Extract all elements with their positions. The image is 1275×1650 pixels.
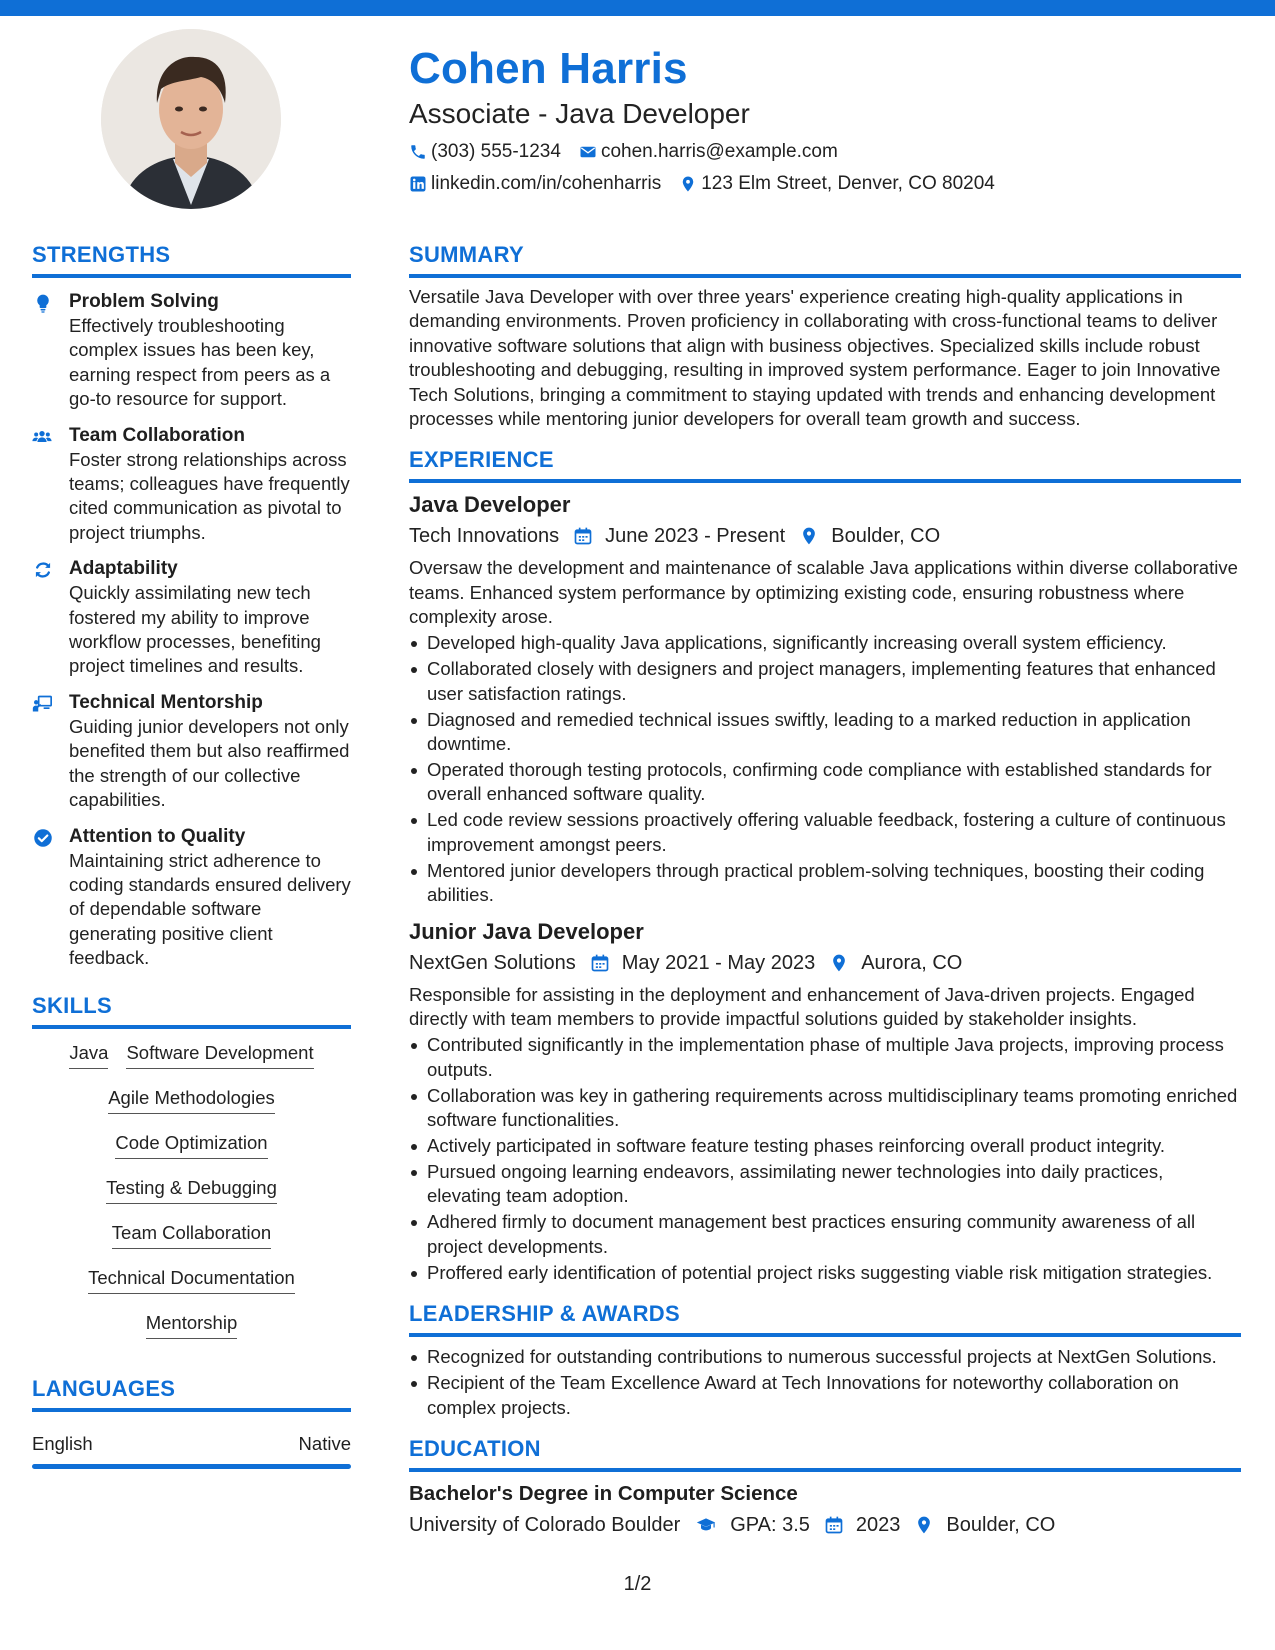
sync-icon	[33, 560, 53, 580]
language-name: English	[32, 1432, 93, 1454]
skill-tag: Java	[69, 1041, 108, 1069]
job-company: NextGen Solutions	[409, 951, 576, 974]
strength-title: Adaptability	[69, 558, 178, 580]
strength-title: Attention to Quality	[69, 825, 246, 847]
job-title: Java Developer	[409, 492, 571, 518]
page-number: 1/2	[623, 1573, 652, 1595]
location-pin-icon	[679, 175, 697, 193]
contact-email[interactable]	[579, 140, 838, 164]
strength-title: Problem Solving	[69, 291, 219, 312]
email-icon	[579, 143, 597, 161]
awards-heading: LEADERSHIP & AWARDS	[409, 1301, 1241, 1337]
list-item: Proffered early identification of potential project risks suggesting viable risk mitigation strategies.	[409, 1261, 1241, 1285]
strength-desc: Effectively troubleshooting complex issues has been key, earning respect from peers as a go-to resource for support.	[69, 315, 331, 410]
candidate-name: Cohen Harris	[409, 44, 688, 93]
job-title: Junior Java Developer	[409, 918, 644, 944]
school-name: University of Colorado Boulder	[409, 1513, 681, 1536]
language-level: Native	[298, 1432, 351, 1454]
profile-photo	[101, 29, 281, 209]
strength-item	[32, 290, 351, 412]
contact-phone	[409, 140, 561, 164]
list-item: Led code review sessions proactively offering valuable feedback, fostering a culture of continuous improvement amongst peers.	[409, 808, 1241, 857]
graduation-year: 2023	[855, 1513, 901, 1536]
skill-tag: Software Development	[126, 1041, 313, 1069]
languages-heading: LANGUAGES	[32, 1376, 351, 1412]
strengths-heading: STRENGTHS	[32, 242, 351, 278]
list-item: Diagnosed and remedied technical issues swiftly, leading to a marked reduction in application downtime.	[409, 708, 1241, 757]
job-bullets	[409, 1033, 1241, 1285]
strength-desc: Quickly assimilating new tech fostered my ability to improve workflow processes, benefiting project timelines and results.	[69, 582, 321, 677]
strength-desc: Guiding junior developers not only benefited them but also reaffirmed the strength of our collective capabilities.	[69, 715, 350, 811]
skills-list	[32, 1041, 351, 1356]
list-item: Operated thorough testing protocols, confirming code compliance with established standards for overall enhanced software quality.	[409, 758, 1241, 807]
job-dates: May 2021 - May 2023	[621, 951, 816, 974]
contact-row-1	[409, 140, 1229, 164]
language-item	[32, 1432, 351, 1456]
phone-text: (303) 555-1234	[431, 141, 561, 162]
location-pin-icon	[914, 1515, 934, 1535]
job-company: Tech Innovations	[409, 525, 560, 548]
left-column	[32, 242, 351, 1469]
lightbulb-icon	[33, 293, 53, 313]
location-pin-icon	[799, 526, 819, 546]
list-item: Pursued ongoing learning endeavors, assimilating newer technologies into daily practices, elevating team adoption.	[409, 1160, 1241, 1209]
job-entry	[409, 491, 1241, 907]
job-meta	[409, 950, 1241, 976]
right-column	[409, 242, 1241, 1538]
job-entry	[409, 918, 1241, 1285]
list-item: Recognized for outstanding contributions to numerous successful projects at NextGen Solutions.	[409, 1345, 1241, 1369]
list-item: Developed high-quality Java applications, significantly increasing overall system efficiency.	[409, 631, 1241, 655]
strength-desc: Maintaining strict adherence to coding standards ensured delivery of dependable software generating positive client feedback.	[69, 849, 351, 969]
job-bullets	[409, 631, 1241, 907]
address-text: 123 Elm Street, Denver, CO 80204	[701, 173, 995, 194]
email-text[interactable]: cohen.harris@example.com	[600, 141, 838, 162]
skill-tag: Agile Methodologies	[108, 1086, 275, 1114]
graduation-cap-icon	[694, 1515, 718, 1535]
job-meta	[409, 523, 1241, 549]
job-description: Responsible for assisting in the deployment and enhancement of Java-driven projects. Engaged directly with team members to provide impactful solutions guided by stakeholder insights.	[409, 983, 1195, 1030]
calendar-icon	[573, 526, 593, 546]
language-proficiency-bar	[32, 1464, 351, 1469]
strength-title: Technical Mentorship	[69, 691, 263, 713]
check-circle-icon	[33, 828, 53, 848]
strength-desc: Foster strong relationships across teams; colleagues have frequently cited communication as pivotal to project triumphs.	[69, 448, 350, 543]
location-pin-icon	[829, 953, 849, 973]
strength-item	[32, 691, 351, 813]
skill-tag: Testing & Debugging	[106, 1176, 277, 1204]
gpa: GPA: 3.5	[730, 1513, 810, 1536]
list-item: Collaboration was key in gathering requirements across multidisciplinary teams promoting enriched software functionalities.	[409, 1084, 1241, 1133]
experience-heading: EXPERIENCE	[409, 447, 1241, 483]
strength-item	[32, 825, 351, 971]
job-description: Oversaw the development and maintenance of scalable Java applications within diverse collaborative teams. Enhanced system performance by optimizing existing code, ensuring robustness where complexity arose.	[409, 557, 1238, 628]
summary-text: Versatile Java Developer with over three years' experience creating high-quality applications in demanding environments. Proven proficiency in collaborating with cross-functional teams to deliver innovative software solutions that align with business objectives. Specialized skills include robust troubleshooting and debugging, resulting in improved system performance. Eager to join Innovative Tech Solutions, bringing a commitment to staying updated with trends and enhancing development processes while mentoring junior developers for overall team growth and success.	[409, 286, 1221, 430]
job-location: Aurora, CO	[861, 951, 963, 974]
linkedin-icon	[409, 175, 427, 193]
linkedin-text[interactable]: linkedin.com/in/cohenharris	[431, 173, 662, 194]
skill-tag: Mentorship	[146, 1311, 238, 1339]
contact-address	[679, 172, 995, 196]
calendar-icon	[824, 1515, 844, 1535]
list-item: Recipient of the Team Excellence Award at Tech Innovations for noteworthy collaboration on complex projects.	[409, 1371, 1241, 1420]
strength-item	[32, 424, 351, 546]
skill-tag: Team Collaboration	[112, 1221, 271, 1249]
degree-title: Bachelor's Degree in Computer Science	[409, 1481, 798, 1505]
skill-tag: Code Optimization	[115, 1131, 267, 1159]
list-item: Collaborated closely with designers and project managers, implementing features that enhanced user satisfaction ratings.	[409, 657, 1241, 706]
phone-icon	[409, 143, 427, 161]
resume-header	[409, 42, 1229, 196]
calendar-icon	[590, 953, 610, 973]
summary-heading: SUMMARY	[409, 242, 1241, 278]
contact-linkedin[interactable]	[409, 172, 661, 196]
top-accent-bar	[0, 0, 1275, 16]
teacher-icon	[30, 694, 54, 714]
list-item: Contributed significantly in the implementation phase of multiple Java projects, improving process outputs.	[409, 1033, 1241, 1082]
list-item: Actively participated in software feature testing phases reinforcing overall product integrity.	[409, 1134, 1241, 1158]
skills-heading: SKILLS	[32, 993, 351, 1029]
list-item: Adhered firmly to document management best practices ensuring community awareness of all project developments.	[409, 1210, 1241, 1259]
contact-row-2	[409, 172, 1229, 196]
job-dates: June 2023 - Present	[605, 525, 786, 548]
job-location: Boulder, CO	[831, 525, 941, 548]
list-item: Mentored junior developers through practical problem-solving techniques, boosting their coding abilities.	[409, 859, 1241, 908]
strength-title: Team Collaboration	[69, 424, 245, 446]
strength-item	[32, 557, 351, 679]
users-icon	[30, 427, 54, 447]
skill-tag: Technical Documentation	[88, 1266, 295, 1294]
awards-list	[409, 1345, 1241, 1420]
candidate-title: Associate - Java Developer	[409, 98, 750, 129]
school-location: Boulder, CO	[946, 1513, 1056, 1536]
education-heading: EDUCATION	[409, 1436, 1241, 1472]
education-meta	[409, 1512, 1241, 1538]
